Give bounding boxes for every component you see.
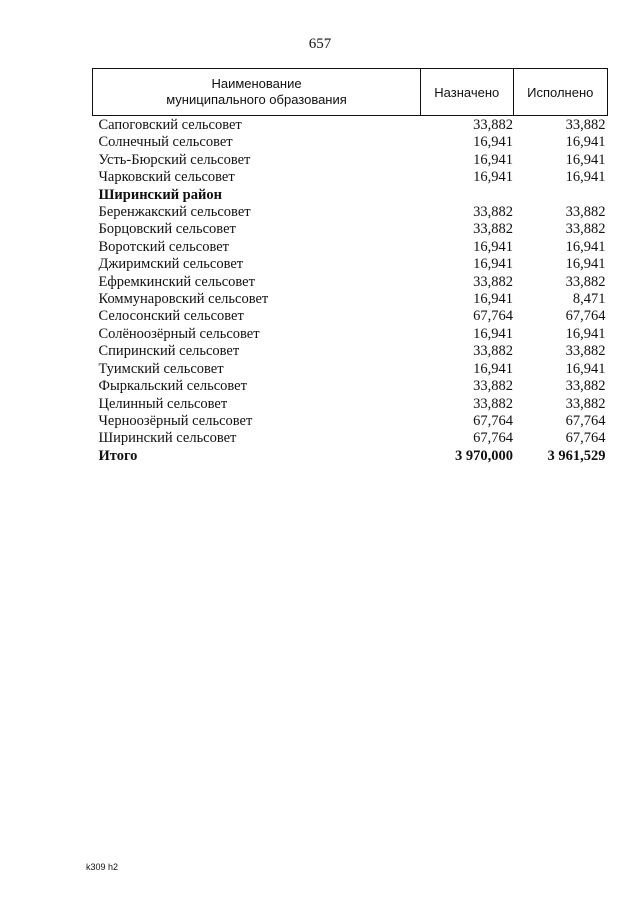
municipality-cell: Спиринский сельсовет — [98, 343, 240, 360]
executed-cell: 33,882 — [565, 273, 606, 290]
executed-cell: 33,882 — [565, 117, 606, 133]
table-total-row — [93, 448, 608, 465]
assigned-cell: 16,941 — [473, 360, 514, 377]
budget-table-wrapper — [92, 68, 608, 465]
executed-cell: 16,941 — [565, 151, 606, 168]
table-row — [93, 343, 608, 360]
municipality-cell: Чарковский сельсовет — [98, 169, 235, 186]
municipality-cell: Коммунаровский сельсовет — [98, 291, 269, 308]
municipality-cell: Солнечный сельсовет — [98, 134, 233, 151]
municipality-cell: Целинный сельсовет — [98, 395, 228, 412]
municipality-cell: Черноозёрный сельсовет — [98, 412, 253, 429]
table-row — [93, 256, 608, 273]
assigned-cell: 16,941 — [473, 325, 514, 342]
assigned-cell: 67,764 — [473, 412, 514, 429]
table-body — [93, 116, 608, 466]
assigned-cell: 33,882 — [473, 204, 514, 221]
executed-cell: 67,764 — [565, 308, 606, 325]
table-row — [93, 308, 608, 325]
assigned-cell: 67,764 — [473, 430, 514, 447]
assigned-cell: 16,941 — [473, 256, 514, 273]
table-section-row — [93, 187, 608, 204]
executed-cell: 33,882 — [565, 221, 606, 238]
executed-cell: 16,941 — [565, 238, 606, 255]
assigned-cell: 67,764 — [473, 308, 514, 325]
executed-cell: 33,882 — [565, 378, 606, 395]
executed-cell: 8,471 — [572, 291, 606, 308]
assigned-cell: 16,941 — [473, 169, 514, 186]
municipality-cell: Борцовский сельсовет — [98, 221, 236, 238]
assigned-cell: 33,882 — [473, 221, 514, 238]
column-header-executed: Исполнено — [513, 69, 607, 116]
executed-cell: 33,882 — [565, 204, 606, 221]
assigned-cell: 33,882 — [473, 273, 514, 290]
executed-cell: 33,882 — [565, 395, 606, 412]
column-header-municipality-line1: Наименование — [211, 76, 302, 91]
municipality-cell: Ширинский район — [98, 186, 222, 203]
table-row — [93, 361, 608, 378]
municipality-cell: Ширинский сельсовет — [98, 430, 237, 447]
table-row — [93, 152, 608, 169]
assigned-cell: 16,941 — [473, 238, 514, 255]
total-executed-cell: 3 961,529 — [547, 447, 606, 464]
total-label-cell: Итого — [98, 447, 138, 464]
table-row — [93, 378, 608, 395]
executed-cell: 16,941 — [565, 256, 606, 273]
column-header-municipality-line2: муниципального образования — [166, 92, 347, 107]
table-row — [93, 430, 608, 447]
municipality-cell: Сапоговский сельсовет — [98, 117, 242, 133]
page-number: 657 — [308, 36, 332, 52]
municipality-cell: Беренжакский сельсовет — [98, 204, 251, 221]
municipality-cell: Усть-Бюрский сельсовет — [98, 151, 251, 168]
municipality-cell: Фыркальский сельсовет — [98, 378, 247, 395]
executed-cell: 16,941 — [565, 360, 606, 377]
executed-cell: 33,882 — [565, 343, 606, 360]
executed-cell — [513, 187, 607, 204]
column-header-assigned: Назначено — [421, 69, 513, 116]
executed-cell: 67,764 — [565, 412, 606, 429]
assigned-cell: 16,941 — [473, 151, 514, 168]
budget-table — [92, 68, 608, 465]
table-row — [93, 413, 608, 430]
municipality-cell: Воротский сельсовет — [98, 238, 229, 255]
table-row — [93, 116, 608, 135]
table-row — [93, 274, 608, 291]
assigned-cell: 33,882 — [473, 378, 514, 395]
municipality-cell: Ефремкинский сельсовет — [98, 273, 255, 290]
footer-code: k309 h2 — [86, 862, 119, 872]
table-row — [93, 169, 608, 186]
municipality-cell: Джиримский сельсовет — [98, 256, 244, 273]
assigned-cell: 33,882 — [473, 395, 514, 412]
executed-cell: 16,941 — [565, 169, 606, 186]
table-row — [93, 221, 608, 238]
municipality-cell: Солёноозёрный сельсовет — [98, 325, 260, 342]
executed-cell: 16,941 — [565, 134, 606, 151]
table-row — [93, 291, 608, 308]
municipality-cell: Туимский сельсовет — [98, 360, 224, 377]
assigned-cell: 33,882 — [473, 117, 514, 133]
municipality-cell: Селосонский сельсовет — [98, 308, 244, 325]
table-row — [93, 396, 608, 413]
table-header — [93, 69, 608, 116]
assigned-cell: 33,882 — [473, 343, 514, 360]
table-row — [93, 326, 608, 343]
table-row — [93, 204, 608, 221]
total-assigned-cell: 3 970,000 — [455, 447, 514, 464]
table-row — [93, 134, 608, 151]
assigned-cell — [421, 187, 513, 204]
assigned-cell: 16,941 — [473, 134, 514, 151]
column-header-municipality — [93, 69, 421, 116]
assigned-cell: 16,941 — [473, 291, 514, 308]
executed-cell: 67,764 — [565, 430, 606, 447]
table-header-row — [93, 69, 608, 116]
table-row — [93, 239, 608, 256]
executed-cell: 16,941 — [565, 325, 606, 342]
